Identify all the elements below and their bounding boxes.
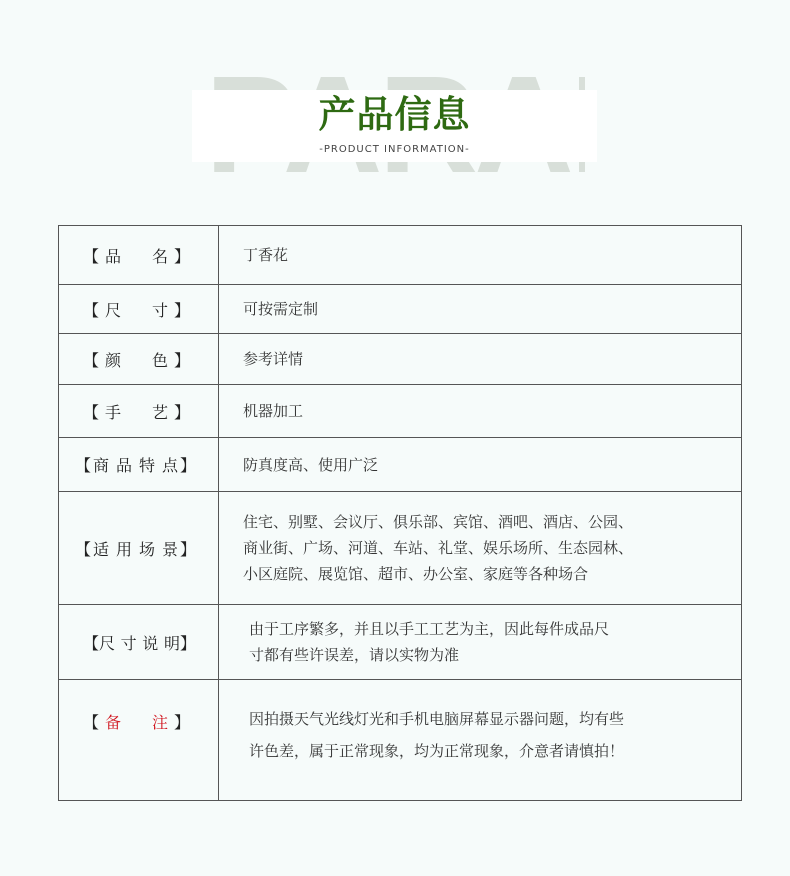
row-key: 【 尺 寸 说 明 】 xyxy=(59,605,219,680)
key-char: 名 xyxy=(151,246,168,266)
row-value: 可按需定制 xyxy=(219,285,742,334)
value-line: 寸都有些许误差，请以实物为准 xyxy=(249,646,460,664)
value-line: 小区庭院、展览馆、超市、办公室、家庭等各种场合 xyxy=(243,565,589,583)
row-value xyxy=(219,605,742,680)
row-value xyxy=(219,680,742,801)
value-line: 因拍摄天气光线灯光和手机电脑屏幕显示器问题，均有些 xyxy=(249,710,625,728)
key-char: 品 xyxy=(105,246,122,266)
table-row xyxy=(59,385,742,438)
row-value xyxy=(219,492,742,605)
value-line: 由于工序繁多，并且以手工工艺为主，因此每件成品尺 xyxy=(249,620,610,638)
table-row xyxy=(59,226,742,285)
row-key: 【 品 名 】 xyxy=(59,226,219,285)
row-key: 【 适 用 场 景 】 xyxy=(59,492,219,605)
table-row xyxy=(59,285,742,334)
spec-table xyxy=(58,225,742,801)
page-title: 产品信息 xyxy=(318,93,471,136)
table-row xyxy=(59,438,742,492)
row-value: 机器加工 xyxy=(219,385,742,438)
table-row xyxy=(59,492,742,605)
row-value: 参考详情 xyxy=(219,334,742,385)
row-value: 丁香花 xyxy=(219,226,742,285)
row-key: 【 手 艺 】 xyxy=(59,385,219,438)
title-box xyxy=(192,90,597,162)
row-key: 【 尺 寸 】 xyxy=(59,285,219,334)
value-line: 许色差，属于正常现象，均为正常现象，介意者请慎拍！ xyxy=(249,742,625,760)
value-line: 商业街、广场、河道、车站、礼堂、娱乐场所、生态园林、 xyxy=(243,539,634,557)
table-row xyxy=(59,680,742,801)
header xyxy=(0,0,790,220)
value-line: 住宅、别墅、会议厅、俱乐部、宾馆、酒吧、酒店、公园、 xyxy=(243,513,634,531)
row-key: 【 颜 色 】 xyxy=(59,334,219,385)
row-key: 【 备 注 】 xyxy=(59,680,219,801)
row-value: 防真度高、使用广泛 xyxy=(219,438,742,492)
row-key: 【 商 品 特 点 】 xyxy=(59,438,219,492)
page-subtitle: -PRODUCT INFORMATION- xyxy=(319,144,470,155)
table-row xyxy=(59,334,742,385)
table-row xyxy=(59,605,742,680)
